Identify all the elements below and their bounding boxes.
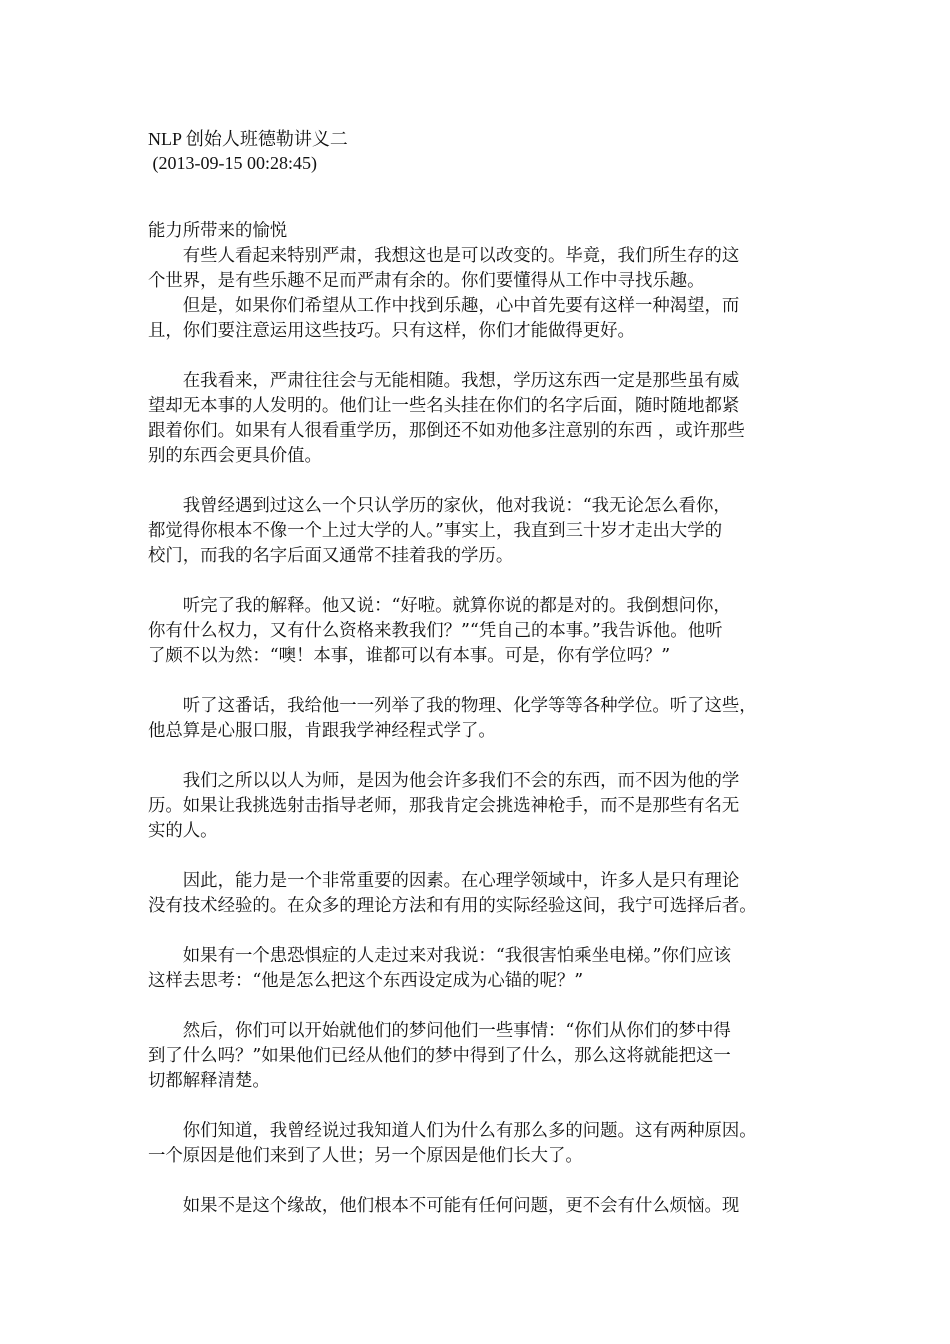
body-line: 都觉得你根本不像一个上过大学的人。”事实上，我直到三十岁才走出大学的 (148, 521, 723, 541)
body-line: 我曾经遇到过这么一个只认学历的家伙，他对我说：“我无论怎么看你， (148, 496, 731, 516)
body-line: 实的人。 (148, 821, 218, 841)
body-line: 个世界，是有些乐趣不足而严肃有余的。你们要懂得从工作中寻找乐趣。 (148, 271, 705, 291)
body-line: 听了这番话，我给他一一列举了我的物理、化学等等各种学位。听了这些， (148, 696, 757, 716)
body-line: 到了什么吗？”如果他们已经从他们的梦中得到了什么，那么这将就能把这一 (148, 1046, 731, 1066)
body-line: 然后，你们可以开始就他们的梦问他们一些事情：“你们从你们的梦中得 (148, 1021, 731, 1041)
body-line: 一个原因是他们来到了人世；另一个原因是他们长大了。 (148, 1146, 583, 1166)
body-line: 别的东西会更具价值。 (148, 446, 322, 466)
body-line: 切都解释清楚。 (148, 1071, 270, 1091)
body-line: 跟着你们。如果有人很看重学历，那倒还不如劝他多注意别的东西 ，或许那些 (148, 421, 745, 441)
body-line: 有些人看起来特别严肃，我想这也是可以改变的。毕竟，我们所生存的这 (148, 246, 740, 266)
body-line: 他总算是心服口服，肯跟我学神经程式学了。 (148, 721, 496, 741)
body-line: 如果不是这个缘故，他们根本不可能有任何问题，更不会有什么烦恼。现 (148, 1196, 740, 1216)
body-line: 了颇不以为然：“噢！本事，谁都可以有本事。可是，你有学位吗？” (148, 646, 671, 666)
document-title: NLP 创始人班德勒讲义二 (148, 129, 348, 149)
body-line: 听完了我的解释。他又说：“好啦。就算你说的都是对的。我倒想问你， (148, 596, 731, 616)
body-line: 在我看来，严肃往往会与无能相随。我想，学历这东西一定是那些虽有威 (148, 371, 740, 391)
body-line: 校门，而我的名字后面又通常不挂着我的学历。 (148, 546, 514, 566)
body-line: 没有技术经验的。在众多的理论方法和有用的实际经验这间，我宁可选择后者。 (148, 896, 757, 916)
body-line: 这样去思考：“他是怎么把这个东西设定成为心锚的呢？” (148, 971, 584, 991)
body-line: 我们之所以以人为师，是因为他会许多我们不会的东西，而不因为他的学 (148, 771, 740, 791)
body-line: 历。如果让我挑选射击指导老师，那我肯定会挑选神枪手，而不是那些有名无 (148, 796, 740, 816)
body-line: 因此，能力是一个非常重要的因素。在心理学领域中，许多人是只有理论 (148, 871, 740, 891)
body-line: 且，你们要注意运用这些技巧。只有这样，你们才能做得更好。 (148, 321, 635, 341)
body-line: 但是，如果你们希望从工作中找到乐趣，心中首先要有这样一种渴望，而 (148, 296, 740, 316)
body-line: 你有什么权力，又有什么资格来教我们？”“凭自己的本事。”我告诉他。他听 (148, 621, 723, 641)
section-heading: 能力所带来的愉悦 (148, 221, 288, 241)
body-line: 望却无本事的人发明的。他们让一些名头挂在你们的名字后面，随时随地都紧 (148, 396, 740, 416)
body-line: 你们知道，我曾经说过我知道人们为什么有那么多的问题。这有两种原因。 (148, 1121, 757, 1141)
body-line: 如果有一个患恐惧症的人走过来对我说：“我很害怕乘坐电梯。”你们应该 (148, 946, 731, 966)
document-date: (2013-09-15 00:28:45) (148, 153, 317, 173)
